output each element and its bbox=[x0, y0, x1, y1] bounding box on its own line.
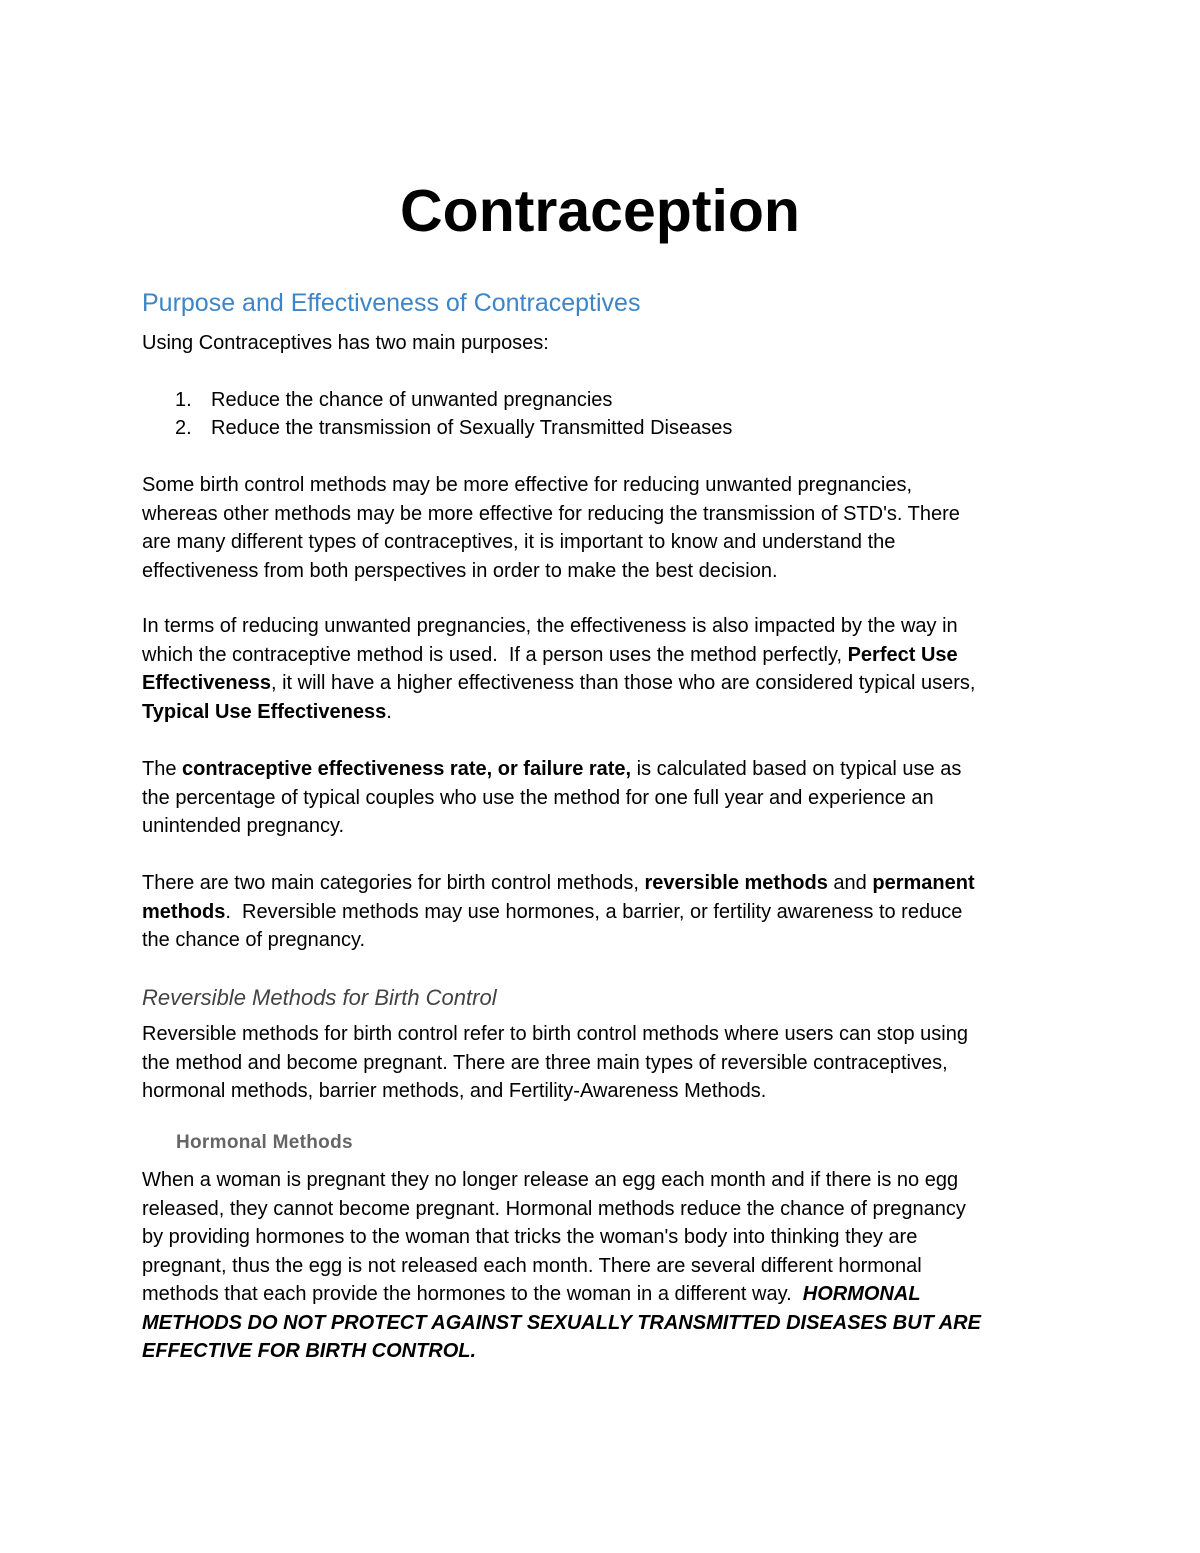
list-item-text: Reduce the transmission of Sexually Transmitted Diseases bbox=[211, 417, 733, 439]
intro-text: Using Contraceptives has two main purposes: bbox=[142, 332, 549, 354]
paragraph-use-effectiveness bbox=[142, 612, 975, 726]
warning-text: HORMONAL bbox=[802, 1283, 921, 1305]
term-perfect-use: Perfect Use bbox=[847, 643, 958, 666]
section-heading-purpose: Purpose and Effectiveness of Contraceptives bbox=[142, 289, 641, 317]
section-heading-reversible: Reversible Methods for Birth Control bbox=[142, 985, 497, 1010]
paragraph-line: effectiveness from both perspectives in order to make the best decision. bbox=[142, 559, 778, 582]
paragraph-categories bbox=[142, 869, 975, 955]
paragraph-line bbox=[142, 669, 975, 698]
paragraph-line bbox=[142, 755, 961, 784]
paragraph-line: are many different types of contraceptives, it is important to know and understand the bbox=[142, 531, 896, 553]
paragraph-line: Reversible methods for birth control refer to birth control methods where users can stop using bbox=[142, 1023, 968, 1045]
paragraph-line bbox=[142, 641, 975, 670]
paragraph-line: hormonal methods, barrier methods, and Fertility-Awareness Methods. bbox=[142, 1080, 767, 1102]
paragraph-line: unintended pregnancy. bbox=[142, 815, 345, 837]
list-item-text: Reduce the chance of unwanted pregnancies bbox=[211, 389, 613, 411]
paragraph-line: pregnant, thus the egg is not released each month. There are several different hormonal bbox=[142, 1254, 922, 1277]
text-run: . bbox=[386, 700, 392, 723]
paragraph-line: In terms of reducing unwanted pregnancies, the effectiveness is also impacted by the way in bbox=[142, 615, 958, 637]
warning-text: METHODS DO NOT PROTECT AGAINST SEXUALLY TRANSMITTED DISEASES BUT ARE bbox=[142, 1311, 981, 1334]
list-item bbox=[175, 386, 612, 414]
term-reversible-methods: reversible methods bbox=[644, 872, 828, 894]
paragraph-line: Some birth control methods may be more effective for reducing unwanted pregnancies, bbox=[142, 474, 913, 496]
document-title: Contraception bbox=[400, 178, 800, 244]
list-number: 1. bbox=[175, 389, 192, 411]
paragraph-effectiveness bbox=[142, 471, 960, 585]
term-typical-use: Typical Use Effectiveness bbox=[142, 700, 387, 723]
paragraph-line: the method and become pregnant. There are three main types of reversible contraceptives, bbox=[142, 1051, 948, 1074]
text-run: The bbox=[142, 758, 183, 780]
paragraph-line: the chance of pregnancy. bbox=[142, 929, 366, 951]
paragraph-line: When a woman is pregnant they no longer release an egg each month and if there is no egg bbox=[142, 1169, 959, 1191]
warning-text: EFFECTIVE FOR BIRTH CONTROL. bbox=[142, 1340, 477, 1362]
paragraph-reversible bbox=[142, 1020, 968, 1106]
term-effectiveness: Effectiveness bbox=[142, 672, 271, 694]
paragraph-hormonal bbox=[142, 1166, 981, 1366]
paragraph-line: whereas other methods may be more effective for reducing the transmission of STD's. There bbox=[142, 502, 960, 525]
text-run: which the contraceptive method is used. If a person uses the method perfectly, bbox=[142, 643, 848, 666]
term-methods: methods bbox=[142, 900, 226, 923]
text-run: methods that each provide the hormones to the woman in a different way. bbox=[142, 1283, 803, 1305]
text-run: and bbox=[827, 872, 873, 894]
paragraph-line: released, they cannot become pregnant. Hormonal methods reduce the chance of pregnancy bbox=[142, 1197, 966, 1220]
text-run: There are two main categories for birth control methods, bbox=[142, 872, 645, 894]
text-run: is calculated based on typical use as bbox=[631, 758, 962, 780]
term-permanent: permanent bbox=[872, 872, 975, 894]
paragraph-line bbox=[142, 1280, 981, 1309]
paragraph-line: by providing hormones to the woman that tricks the woman's body into thinking they are bbox=[142, 1226, 918, 1248]
term-failure-rate: contraceptive effectiveness rate, or failure rate, bbox=[182, 758, 632, 780]
paragraph-line bbox=[142, 898, 975, 927]
paragraph-line: the percentage of typical couples who use the method for one full year and experience an bbox=[142, 786, 934, 809]
paragraph-failure-rate bbox=[142, 755, 961, 841]
paragraph-line bbox=[142, 698, 975, 727]
list-number: 2. bbox=[175, 417, 192, 439]
text-run: . Reversible methods may use hormones, a barrier, or fertility awareness to reduce bbox=[225, 900, 963, 923]
subheading-hormonal-methods: Hormonal Methods bbox=[176, 1132, 353, 1153]
list-item bbox=[175, 414, 732, 442]
paragraph-line bbox=[142, 869, 975, 898]
text-run: , it will have a higher effectiveness than those who are considered typical users, bbox=[270, 672, 976, 694]
